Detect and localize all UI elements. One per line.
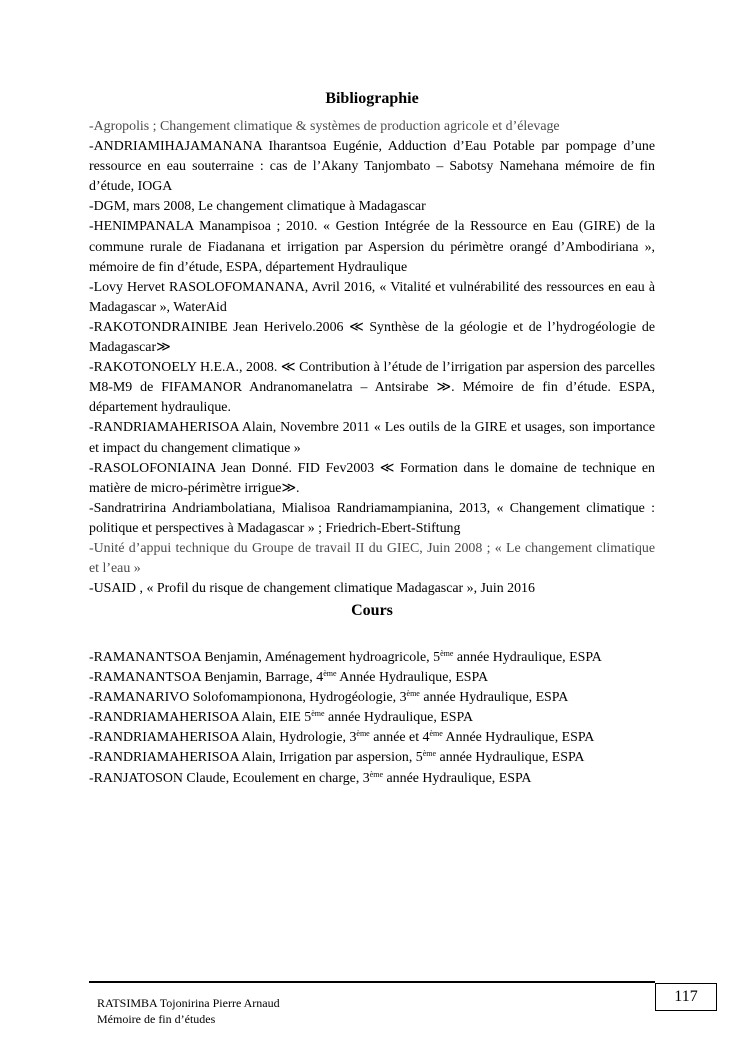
cours-item bbox=[89, 668, 655, 688]
cours-item-text: -RANDRIAMAHERISOA Alain, Irrigation par aspersion, 5 bbox=[89, 750, 423, 766]
bibliography-entry: -ANDRIAMIHAJAMANANA Iharantsoa Eugénie, Adduction d’Eau Potable par pompage d’une ressource en eau souterraine : cas de l’Akany Tanjombato – Sabotsy Namehana mémoire de fin d’étude, IOGA bbox=[89, 139, 655, 195]
cours-item-text: année Hydraulique, ESPA bbox=[419, 690, 569, 706]
cours-item-text: Année Hydraulique, ESPA bbox=[336, 670, 489, 686]
cours-item bbox=[89, 728, 655, 748]
bibliography-entry: -Unité d’appui technique du Groupe de travail II du GIEC, Juin 2008 ; « Le changement climatique et l’eau » bbox=[89, 540, 655, 577]
cours-item-text: -RAMANARIVO Solofomampionona, Hydrogéologie, 3 bbox=[89, 690, 407, 706]
page-number: 117 bbox=[655, 983, 717, 1011]
bibliography-entry: -RAKOTONOELY H.E.A., 2008. ≪ Contribution à l’étude de l’irrigation par aspersion des parcelles M8-M9 de FIFAMANOR Andranomanelatra – Antsirabe ≫. Mémoire de fin d’étude. ESPA, département hydraulique. bbox=[89, 360, 655, 416]
cours-item-text: année Hydraulique, ESPA bbox=[436, 750, 585, 766]
cours-item-text: année Hydraulique, ESPA bbox=[383, 770, 532, 786]
cours-item bbox=[89, 688, 655, 708]
bibliography-entry: -RANDRIAMAHERISOA Alain, Novembre 2011 « Les outils de la GIRE et usages, son importance et impact du changement climatique » bbox=[89, 420, 655, 456]
cours-list bbox=[89, 648, 655, 789]
bibliography-entry: -Lovy Hervet RASOLOFOMANANA, Avril 2016, « Vitalité et vulnérabilité des ressources en eau à Madagascar », WaterAid bbox=[89, 279, 655, 315]
bibliography-entry: -Sandratririna Andriambolatiana, Mialisoa Randriamampianina, 2013, « Changement climatique : politique et perspectives à Madagascar » ; Friedrich-Ebert-Stiftung bbox=[89, 500, 655, 536]
ordinal-superscript: ème bbox=[311, 709, 325, 719]
cours-item-text: année et 4 bbox=[369, 730, 430, 746]
cours-item-text: -RANJATOSON Claude, Ecoulement en charge, 3 bbox=[89, 770, 370, 786]
cours-item-text: -RAMANANTSOA Benjamin, Barrage, 4 bbox=[89, 670, 324, 686]
cours-item bbox=[89, 748, 655, 768]
cours-item-text: -RAMANANTSOA Benjamin, Aménagement hydroagricole, 5 bbox=[89, 650, 441, 665]
footer-subtitle: Mémoire de fin d’études bbox=[97, 1012, 216, 1026]
ordinal-superscript: ème bbox=[429, 729, 443, 739]
ordinal-superscript: ème bbox=[422, 749, 437, 759]
bibliography-entry: -RAKOTONDRAINIBE Jean Herivelo.2006 ≪ Synthèse de la géologie et de l’hydrogéologie de Madagascar≫ bbox=[89, 319, 655, 356]
ordinal-superscript: ème bbox=[323, 669, 337, 679]
footer-divider bbox=[89, 981, 655, 983]
bibliography-title: Bibliographie bbox=[325, 90, 419, 107]
footer-author: RATSIMBA Tojonirina Pierre Arnaud bbox=[97, 996, 280, 1010]
bibliography-entry: -USAID , « Profil du risque de changement climatique Madagascar », Juin 2016 bbox=[89, 581, 535, 597]
bibliography-entry: -Agropolis ; Changement climatique & systèmes de production agricole et d’élevage bbox=[89, 119, 560, 134]
footer bbox=[97, 995, 280, 1027]
ordinal-superscript: ème bbox=[406, 689, 420, 699]
bibliography-entry: -HENIMPANALA Manampisoa ; 2010. « Gestion Intégrée de la Ressource en Eau (GIRE) de la commune rurale de Fiadanana et irrigation par Aspersion du périmètre orangé d’Ambodiriana », mémoire de fin d’étude, ESPA, département Hydraulique bbox=[89, 219, 655, 275]
cours-item bbox=[89, 769, 655, 789]
bibliography-list bbox=[89, 117, 655, 599]
bibliography-entry: -DGM, mars 2008, Le changement climatique à Madagascar bbox=[89, 199, 426, 215]
cours-item-text: année Hydraulique, ESPA bbox=[453, 650, 602, 665]
cours-item-text: -RANDRIAMAHERISOA Alain, EIE 5 bbox=[89, 710, 312, 726]
cours-item-text: année Hydraulique, ESPA bbox=[324, 710, 473, 726]
cours-item bbox=[89, 708, 655, 728]
cours-item-text: -RANDRIAMAHERISOA Alain, Hydrologie, 3 bbox=[89, 730, 357, 746]
ordinal-superscript: ème bbox=[369, 769, 384, 779]
bibliography-entry: -RASOLOFONIAINA Jean Donné. FID Fev2003 ≪ Formation dans le domaine de technique en matière de micro-périmètre irrigue≫. bbox=[89, 460, 655, 496]
cours-title: Cours bbox=[351, 602, 393, 619]
cours-item-text: Année Hydraulique, ESPA bbox=[442, 730, 595, 746]
cours-item bbox=[89, 648, 655, 668]
ordinal-superscript: ème bbox=[356, 729, 370, 739]
ordinal-superscript: ème bbox=[440, 649, 454, 658]
